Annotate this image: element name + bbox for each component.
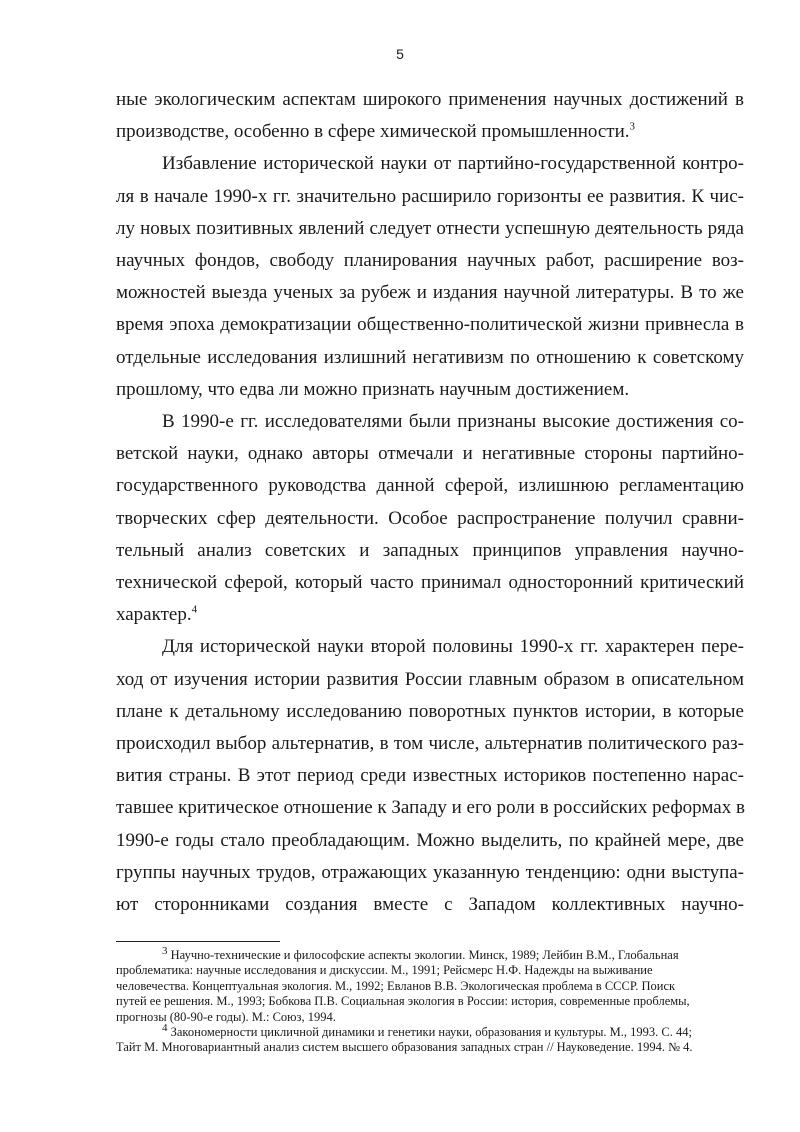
text-line: ные экологическим аспектам широкого применения научных достижений в	[116, 89, 744, 110]
footnote-mark: 4	[162, 1021, 168, 1034]
paragraph-3	[116, 406, 744, 631]
text-line: технической сферой, который часто принимал односторонний критический	[116, 572, 744, 594]
footnote-line: $^3$ Научно-технические и философские аспекты экологии. Минск, 1989; Лейбин В.М., Глобальная	[162, 944, 679, 962]
footnote-ref-4[interactable]: 4	[191, 603, 198, 616]
footnote-separator	[116, 941, 280, 942]
footnote-ref-3[interactable]: 3	[629, 120, 636, 133]
text-line: ветской науки, однако авторы отмечали и негативные стороны партийно-	[116, 443, 744, 465]
text-line: ход от изучения истории развития России главным образом в описательном	[116, 668, 744, 690]
footnote-line: $^4$ Закономерности цикличной динамики и генетики науки, образования и культуры. М., 1993. С. 44;	[162, 1021, 692, 1040]
text-line: плане к детальному исследованию поворотных пунктов истории, в которые	[116, 700, 744, 722]
text-line: Для исторической науки второй половины 1990-х гг. характерен пере-	[162, 636, 744, 658]
main-text	[116, 84, 744, 921]
footnotes	[116, 944, 744, 1056]
text-line: лу новых позитивных явлений следует отнести успешную деятельность ряда	[116, 217, 744, 239]
footnote-4	[116, 1021, 744, 1056]
text-line: характер.$^4$	[116, 603, 198, 626]
paragraph-1	[116, 84, 744, 148]
text-line: можностей выезда ученых за рубеж и издания научной литературы. В то же	[116, 282, 744, 304]
text-line: 1990-е годы стало преобладающим. Можно выделить, по крайней мере, две	[116, 829, 744, 851]
text-line: Избавление исторической науки от партийно-государственной контро-	[162, 153, 744, 175]
footnote-line: путей ее решения. М., 1993; Бобкова П.В. Социальная экология в России: история, современные проблемы,	[116, 994, 690, 1009]
page-number: 5	[396, 46, 404, 62]
text-line: тавшее критическое отношение к Западу и его роли в российских реформах в	[116, 797, 745, 819]
footnote-line: Тайт М. Многовариантный анализ систем высшего образования западных стран // Науковедение. 1994. № 4.	[116, 1040, 693, 1055]
footnote-line: человечества. Концептуальная экология. М., 1992; Евланов В.В. Экологическая проблема в СССР. Поиск	[116, 978, 676, 993]
paragraph-4	[116, 631, 744, 921]
text-line: прошлому, что едва ли можно признать научным достижением.	[116, 378, 630, 400]
footnote-3	[116, 944, 744, 1025]
text-line: время эпоха демократизации общественно-политической жизни привнесла в	[116, 314, 744, 336]
text-line: научных фондов, свободу планирования научных работ, расширение воз-	[116, 250, 744, 272]
text-line: В 1990-е гг. исследователями были признаны высокие достижения со-	[162, 411, 744, 433]
footnote-mark: 3	[162, 944, 168, 957]
text-line: производстве, особенно в сфере химической промышленности.$^3$	[116, 120, 636, 143]
footnote-line: прогнозы (80-90-е годы). М.: Союз, 1994.	[116, 1009, 336, 1024]
text-line: происходил выбор альтернатив, в том числе, альтернатив политического раз-	[116, 733, 744, 755]
text-line: государственного руководства данной сферой, излишнюю регламентацию	[116, 475, 744, 497]
text-line: ют сторонниками создания вместе с Западом коллективных научно-	[116, 894, 744, 916]
text-line: тельный анализ советских и западных принципов управления научно-	[116, 539, 744, 561]
text-line: группы научных трудов, отражающих указанную тенденцию: одни выступа-	[116, 861, 744, 883]
footnote-line: проблематика: научные исследования и дискуссии. М., 1991; Рейсмерс Н.Ф. Надежды на выживание	[116, 963, 653, 978]
text-line: ля в начале 1990-х гг. значительно расширило горизонты ее развития. К чис-	[116, 185, 744, 207]
text-line: отдельные исследования излишний негативизм по отношению к советскому	[116, 346, 744, 368]
paragraph-2	[116, 148, 744, 406]
text-line: творческих сфер деятельности. Особое распространение получил сравни-	[116, 507, 744, 529]
text-line: вития страны. В этот период среди известных историков постепенно нарас-	[116, 765, 744, 787]
